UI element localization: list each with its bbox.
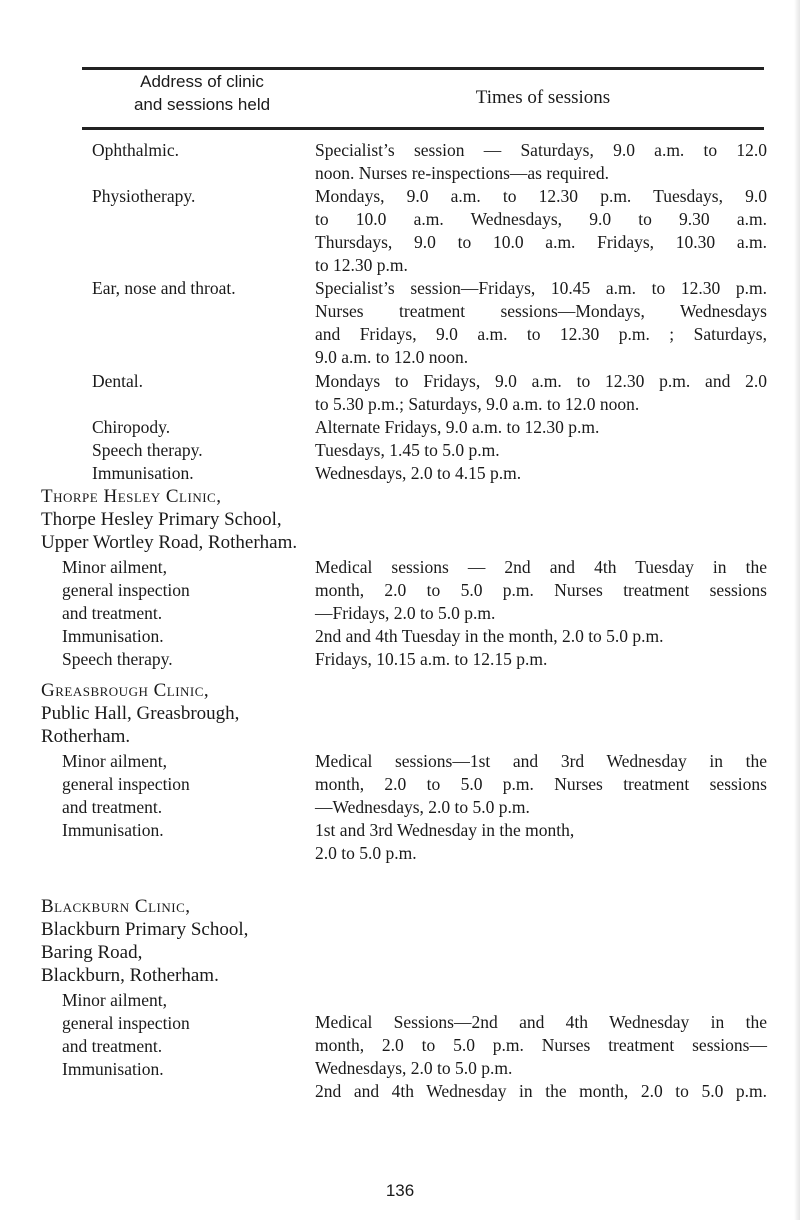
session-label: and treatment. [62,1036,163,1056]
session-times-line: Medical Sessions—2nd and 4th Wednesday in the [315,1012,767,1032]
chiropody-label: Chiropody. [92,417,171,437]
session-times-line: Fridays, 10.15 a.m. to 12.15 p.m. [315,649,548,669]
physiotherapy-label: Physiotherapy. [92,186,196,206]
session-label: Minor ailment, [62,990,167,1010]
session-label: Immunisation. [62,626,164,646]
session-times-line: Medical sessions—1st and 3rd Wednesday in the [315,751,767,771]
clinic-address-line: Blackburn Primary School, [41,919,249,940]
table-header-rule [82,127,764,130]
session-times-line: month, 2.0 to 5.0 p.m. Nurses treatment sessions [315,774,767,794]
immunisation-times-line: Wednesdays, 2.0 to 4.15 p.m. [315,463,522,483]
page-number: 136 [385,1181,415,1200]
physiotherapy-times-line: Thursdays, 9.0 to 10.0 a.m. Fridays, 10.30 a.m. [315,232,767,252]
session-times-line: 2nd and 4th Tuesday in the month, 2.0 to 5.0 p.m. [315,626,664,646]
ent-times-line: Specialist’s session—Fridays, 10.45 a.m. to 12.30 p.m. [315,278,767,298]
session-label: and treatment. [62,603,163,623]
speech-therapy-times-line: Tuesdays, 1.45 to 5.0 p.m. [315,440,500,460]
clinic-heading: Blackburn Clinic, [41,896,191,917]
session-times-line: —Fridays, 2.0 to 5.0 p.m. [315,603,496,623]
session-times-line: —Wednesdays, 2.0 to 5.0 p.m. [315,797,530,817]
ophthalmic-times-line: Specialist’s session — Saturdays, 9.0 a.m. to 12.0 [315,140,767,160]
column-header-address-line-1: Address of clinic [140,72,264,91]
clinic-address-line: Baring Road, [41,942,143,963]
session-times-line: 2.0 to 5.0 p.m. [315,843,417,863]
session-times-line: Wednesdays, 2.0 to 5.0 p.m. [315,1058,513,1078]
clinic-heading: Greasbrough Clinic, [41,680,210,701]
session-times-line: Medical sessions — 2nd and 4th Tuesday in the [315,557,767,577]
column-header-address [82,70,322,116]
clinic-address-line: Upper Wortley Road, Rotherham. [41,532,298,553]
clinic-heading: Thorpe Hesley Clinic, [41,486,222,507]
session-times-line: 1st and 3rd Wednesday in the month, [315,820,575,840]
session-label: Speech therapy. [62,649,173,669]
session-times-line: month, 2.0 to 5.0 p.m. Nurses treatment sessions— [315,1035,767,1055]
session-label: Minor ailment, [62,751,167,771]
clinic-address-line: Thorpe Hesley Primary School, [41,509,282,530]
physiotherapy-times-line: Mondays, 9.0 a.m. to 12.30 p.m. Tuesdays, 9.0 [315,186,767,206]
dental-times-line: to 5.30 p.m.; Saturdays, 9.0 a.m. to 12.0 noon. [315,394,640,414]
ent-times-line: Nurses treatment sessions—Mondays, Wednesdays [315,301,767,321]
scan-edge-shadow [794,0,800,1220]
physiotherapy-times-line: to 10.0 a.m. Wednesdays, 9.0 to 9.30 a.m. [315,209,767,229]
session-label: Immunisation. [62,820,164,840]
ophthalmic-times-line: noon. Nurses re-inspections—as required. [315,163,610,183]
clinic-address-line: Blackburn, Rotherham. [41,965,219,986]
session-label: general inspection [62,774,190,794]
session-label: and treatment. [62,797,163,817]
dental-times-line: Mondays to Fridays, 9.0 a.m. to 12.30 p.m. and 2.0 [315,371,767,391]
session-label: general inspection [62,580,190,600]
ent-label: Ear, nose and throat. [92,278,236,298]
chiropody-times-line: Alternate Fridays, 9.0 a.m. to 12.30 p.m. [315,417,600,437]
physiotherapy-times-line: to 12.30 p.m. [315,255,408,275]
clinic-address-line: Rotherham. [41,726,131,747]
session-label: Minor ailment, [62,557,167,577]
ent-times-line: 9.0 a.m. to 12.0 noon. [315,347,469,367]
immunisation-label: Immunisation. [92,463,194,483]
session-label: Immunisation. [62,1059,164,1079]
ophthalmic-label: Ophthalmic. [92,140,179,160]
session-label: general inspection [62,1013,190,1033]
column-header-address-line-2: and sessions held [133,95,271,114]
column-header-times: Times of sessions [475,87,611,108]
session-times-line: month, 2.0 to 5.0 p.m. Nurses treatment sessions [315,580,767,600]
clinic-address-line: Public Hall, Greasbrough, [41,703,240,724]
ent-times-line: and Fridays, 9.0 a.m. to 12.30 p.m. ; Saturdays, [315,324,767,344]
dental-label: Dental. [92,371,144,391]
session-times-line: 2nd and 4th Wednesday in the month, 2.0 to 5.0 p.m. [315,1081,767,1101]
speech-therapy-label: Speech therapy. [92,440,203,460]
